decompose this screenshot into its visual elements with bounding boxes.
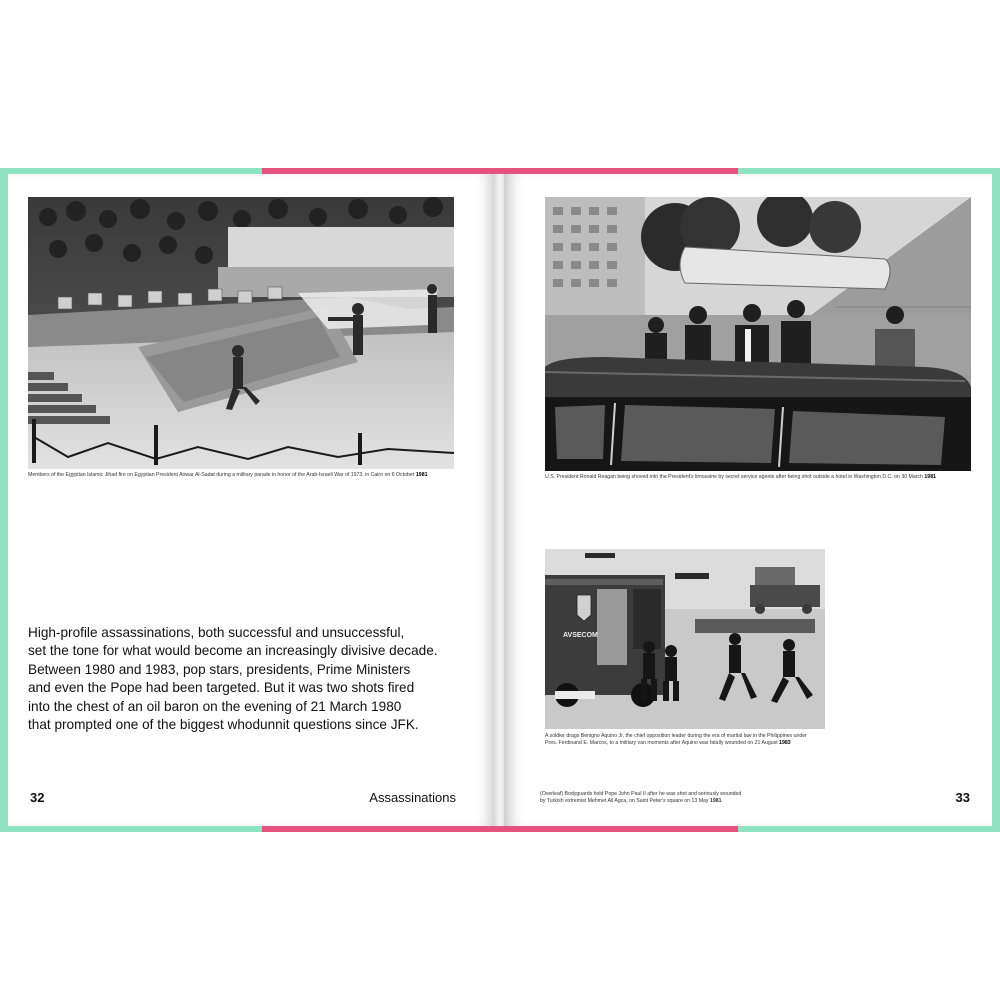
aquino-photo-caption	[545, 733, 845, 747]
body-text	[28, 624, 468, 734]
tarmac-soldiers-photo	[545, 549, 825, 729]
parade-assassination-photo	[28, 197, 454, 469]
right-page	[504, 174, 992, 826]
page-number-left: 32	[30, 790, 45, 805]
parade-photo-caption	[28, 472, 458, 479]
left-page	[8, 174, 496, 826]
body-line-3: Between 1980 and 1983, pop stars, presidents, Prime Ministers	[28, 661, 411, 677]
body-line-2: set the tone for what would become an increasingly divisive decade.	[28, 643, 438, 659]
running-head: Assassinations	[369, 790, 456, 805]
body-line-6: that prompted one of the biggest whodunnit questions since JFK.	[28, 717, 419, 733]
page-number-right: 33	[955, 790, 970, 805]
body-line-4: and even the Pope had been targeted. But it was two shots fired	[28, 680, 415, 696]
tarmac-photo-graphic	[545, 549, 825, 729]
van-label: AVSECOM	[563, 632, 598, 639]
overleaf-caption	[540, 791, 800, 805]
limousine-caption-text: U.S. President Ronald Reagan being shoved into the President's limousine by secret service agents after being shot outside a hotel in Washington D.C. on 30 March	[545, 474, 925, 480]
body-line-5: into the chest of an oil baron on the evening of 21 March 1980	[28, 698, 402, 714]
limousine-photo	[545, 197, 971, 471]
overleaf-caption-line-1: (Overleaf) Bodyguards hold Pope John Paul II after he was shot and seriously wounded	[540, 791, 742, 797]
parade-caption-year: 1981	[415, 472, 428, 478]
overleaf-caption-line-2: by Turkish extremist Mehmet Ali Agca, on Saint Peter's square on 13 May	[540, 798, 710, 804]
limousine-photo-graphic	[545, 197, 971, 471]
parade-caption-text: Members of the Egyptian Islamic Jihad fire on Egyptian President Anwar Al-Sadat during a military parade in honor of the Arab-Israeli War of 1973, in Cairo on 6 October	[28, 472, 416, 478]
limousine-caption-year: 1981	[924, 474, 936, 480]
limousine-photo-caption	[545, 474, 975, 481]
aquino-caption-line-2: Pres. Ferdinand E. Marcos, to a military van moments after Aquino was fatally wounded on 21 August	[545, 740, 780, 746]
open-book	[0, 168, 1000, 832]
parade-photo-graphic	[28, 197, 454, 469]
aquino-caption-year: 1983	[779, 740, 791, 746]
aquino-caption-line-1: A soldier drags Benigno Aquino Jr, the chief opposition leader during the era of martial law in the Philippines under	[545, 733, 807, 739]
overleaf-caption-year: 1981	[709, 798, 722, 804]
body-line-1: High-profile assassinations, both successful and unsuccessful,	[28, 625, 405, 640]
